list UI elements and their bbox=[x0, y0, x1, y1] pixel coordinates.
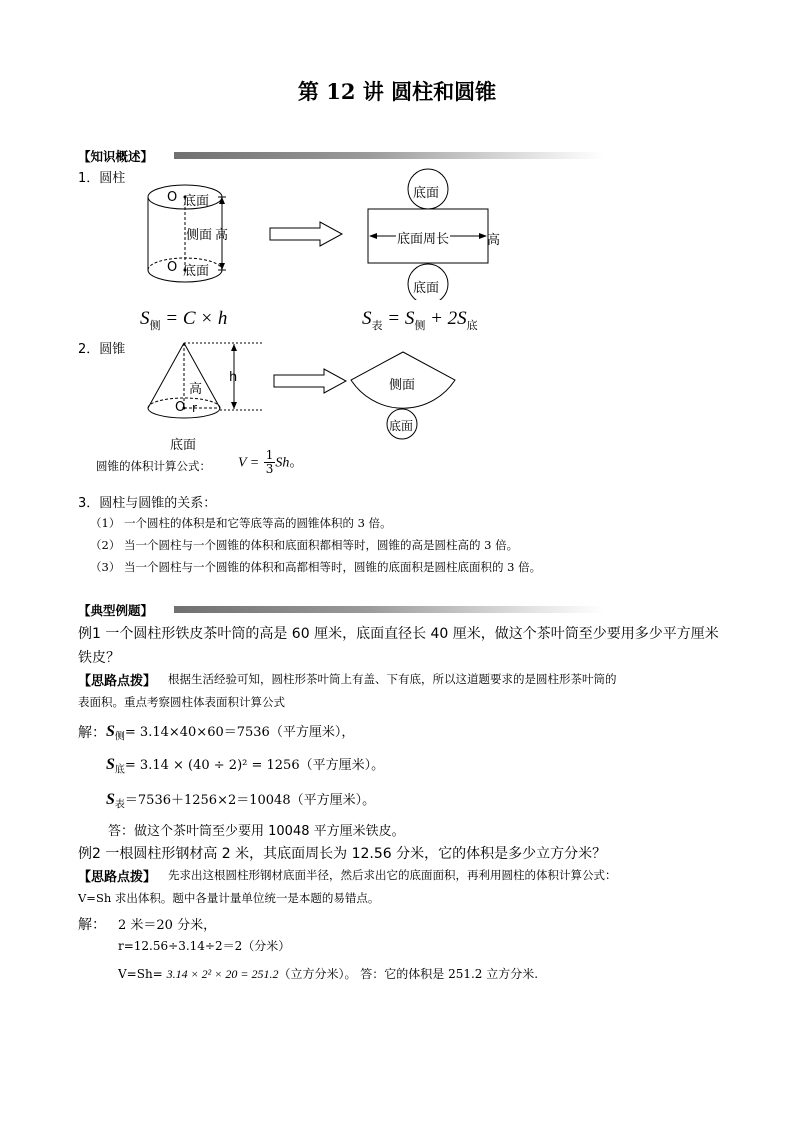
example1-step3: $S_表=7536+1256\times 2=10048$（平方厘米）。 bbox=[106, 791, 376, 811]
page-title: 第 12 讲 圆柱和圆锥 bbox=[297, 79, 497, 104]
relation-1: （1） 一个圆柱的体积是和它等底等高的圆锥体积的 3 倍。 bbox=[90, 516, 392, 530]
item2-label: 2．圆锥 bbox=[78, 342, 126, 357]
net-rect-label: 底面周长 bbox=[396, 228, 450, 247]
cone-net-side-label: 侧面 bbox=[389, 378, 416, 393]
cylinder-top-center-label: O bbox=[167, 190, 178, 205]
example2-step3: V=Sh= 3.14 × 2² × 20 = 251.2（立方分米）。 答：它的体积是 251.2 立方分米. bbox=[118, 967, 539, 981]
example2-hint-line1: 先求出这根圆柱形钢材底面半径，然后求出它的底面面积，再利用圆柱的体积计算公式： bbox=[168, 868, 617, 882]
transform-arrow-icon bbox=[268, 220, 346, 248]
example1-solution-prefix: 解： bbox=[78, 725, 106, 741]
net-rect-height-label: 高 bbox=[487, 233, 501, 248]
relation-2: （2） 当一个圆柱与一个圆锥的体积和底面积都相等时，圆锥的高是圆柱高的 3 倍。 bbox=[90, 538, 519, 552]
section-divider-bar bbox=[174, 152, 604, 159]
relation-3: （3） 当一个圆柱与一个圆锥的体积和高都相等时，圆锥的底面积是圆柱底面积的 3 倍。 bbox=[90, 560, 542, 574]
example1-hint-tag: 【思路点拨】 bbox=[78, 674, 157, 689]
lateral-area-formula: $S_侧 = C \times h$ bbox=[140, 308, 228, 332]
net-top-circle-label: 底面 bbox=[413, 186, 440, 201]
cone-net-base-label: 底面 bbox=[389, 419, 414, 433]
section-divider-bar-2 bbox=[174, 606, 604, 613]
net-bottom-circle-label: 底面 bbox=[413, 281, 440, 296]
example2-hint-line2: V=Sh 求出体积。题中各量计量单位统一是本题的易错点。 bbox=[78, 891, 380, 905]
cone-center-label: O bbox=[175, 400, 186, 415]
example1-step1: $S_侧= 3.14\times 40\times 60=7536$（平方厘米）， bbox=[106, 723, 355, 743]
cone-height-label: 高 bbox=[189, 382, 203, 397]
cylinder-height-label: 高 bbox=[215, 228, 229, 243]
example1-question-line2: 铁皮？ bbox=[78, 650, 120, 666]
example1-hint-line2: 表面积。重点考察圆柱体表面积计算公式 bbox=[78, 695, 285, 709]
surface-area-formula: $S_表 = S_侧 + 2S_底$ bbox=[362, 308, 478, 332]
cone-base-label: 底面 bbox=[170, 438, 197, 453]
example2-hint-tag: 【思路点拨】 bbox=[78, 870, 157, 885]
item1-label: 1．圆柱 bbox=[78, 171, 126, 186]
item3-label: 3．圆柱与圆锥的关系： bbox=[78, 496, 217, 511]
cylinder-bottom-face-label: 底面 bbox=[183, 264, 210, 279]
section-tag-examples: 【典型例题】 bbox=[78, 603, 154, 618]
transform-arrow-icon-2 bbox=[272, 367, 350, 395]
cylinder-side-label: 侧面 bbox=[186, 228, 213, 243]
section-tag-overview: 【知识概述】 bbox=[78, 149, 154, 164]
cylinder-top-face-label: 底面 bbox=[183, 194, 210, 209]
cone-h-label: h bbox=[229, 370, 238, 385]
example2-step2: r=12.56÷3.14÷2＝2（分米） bbox=[118, 939, 291, 953]
cone-volume-text: 圆锥的体积计算公式： bbox=[96, 459, 211, 473]
cone-radius-label: r bbox=[192, 401, 197, 415]
example1-hint-line1: 根据生活经验可知，圆柱形茶叶筒上有盖、下有底，所以这道题要求的是圆柱形茶叶筒的 bbox=[168, 672, 617, 686]
cone-diagram bbox=[140, 338, 270, 428]
example1-step2: $S_底= 3.14 \times (40 \div 2)^2 = 1256$（平方厘米）。 bbox=[106, 756, 385, 776]
example2-step1: 2 米＝20 分米， bbox=[118, 918, 217, 933]
cylinder-bottom-center-label: O bbox=[167, 260, 178, 275]
cone-volume-formula: V = $\frac{1}{3}$ Sh。 bbox=[238, 448, 304, 476]
example1-answer: 答：做这个茶叶筒至少要用 10048 平方厘米铁皮。 bbox=[108, 824, 405, 839]
example1-question-line1: 例1 一个圆柱形铁皮茶叶筒的高是 60 厘米，底面直径长 40 厘米，做这个茶叶筒至少要用多少平方厘米 bbox=[78, 626, 719, 642]
example2-question: 例2 一根圆柱形钢材高 2 米，其底面周长为 12.56 分米，它的体积是多少立方分米？ bbox=[78, 846, 607, 862]
example2-solution-prefix: 解： bbox=[78, 917, 106, 933]
